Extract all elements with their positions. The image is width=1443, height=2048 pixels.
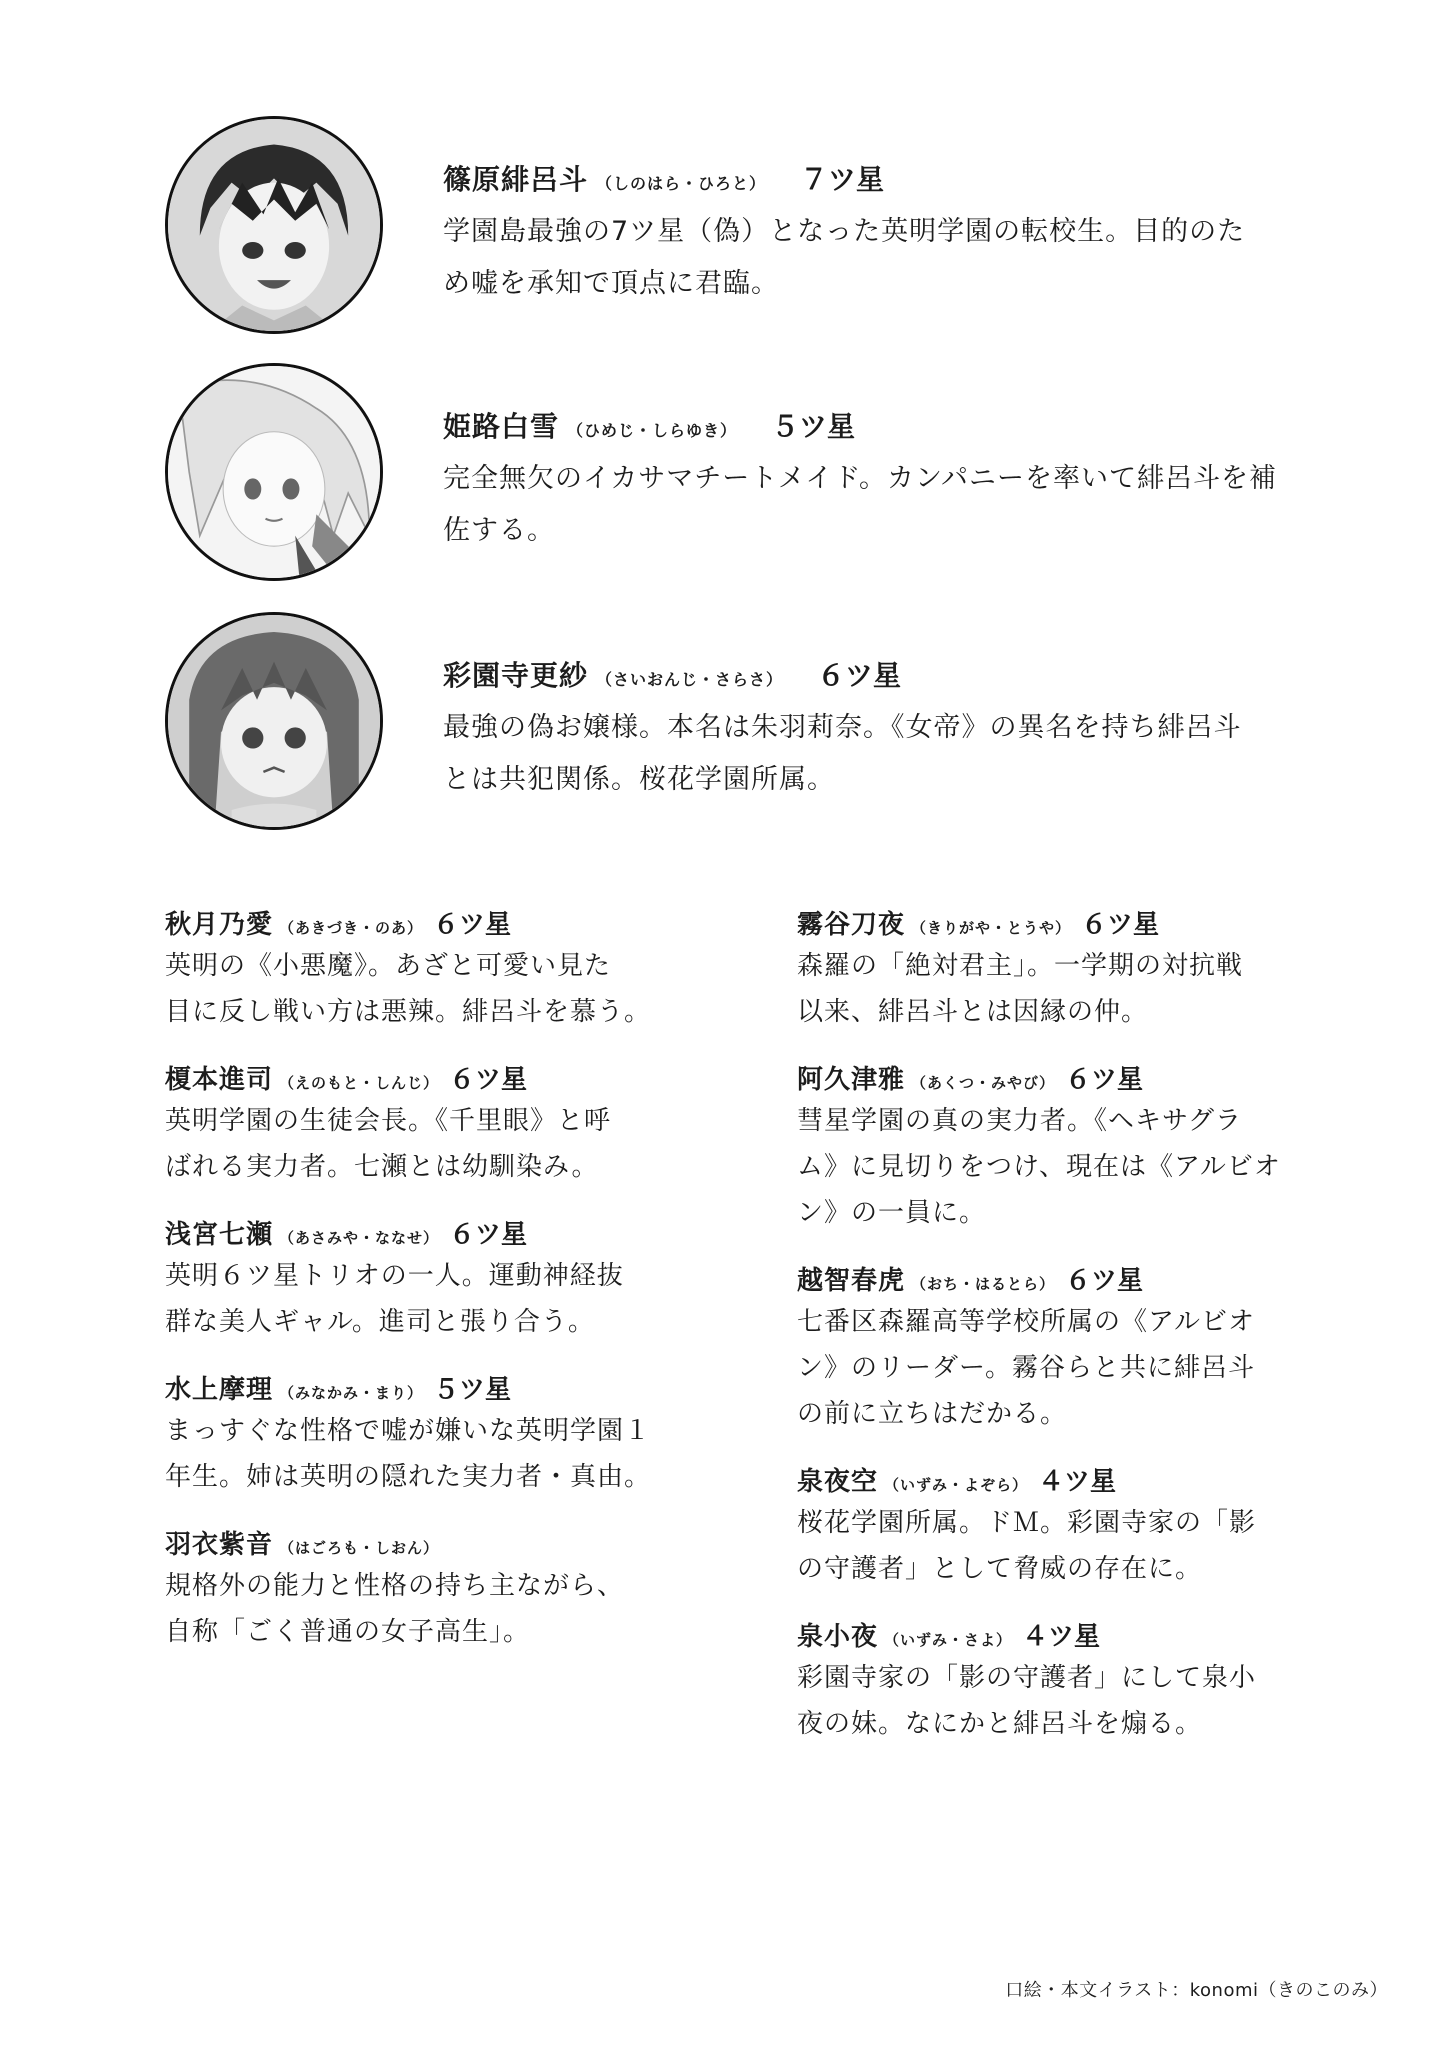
character-name: 水上摩理 <box>165 1375 274 1405</box>
character-entry-yozora <box>797 1461 1357 1592</box>
description-line: 夜の妹。なにかと緋呂斗を煽る。 <box>797 1709 1203 1739</box>
character-reading: （しのはら・ひろと） <box>596 174 767 193</box>
character-description <box>797 1500 1357 1592</box>
character-rank: ４ツ星 <box>1022 1622 1101 1652</box>
description-line: 英明６ツ星トリオの一人。運動神経抜 <box>165 1261 624 1291</box>
character-description <box>165 1253 725 1345</box>
character-description <box>797 1655 1357 1747</box>
hiroto-portrait <box>165 116 383 334</box>
character-reading: （えのもと・しんじ） <box>279 1074 440 1092</box>
character-rank: ６ツ星 <box>1065 1266 1144 1296</box>
character-description <box>443 206 1343 310</box>
main-character-hiroto <box>165 116 1345 340</box>
character-name: 越智春虎 <box>797 1266 906 1296</box>
character-rank: ６ツ星 <box>433 910 512 940</box>
description-line: め嘘を承知で頂点に君臨。 <box>443 268 779 299</box>
character-name: 浅宮七瀬 <box>165 1220 274 1250</box>
character-description <box>443 702 1343 806</box>
description-line: 森羅の「絶対君主」。一学期の対抗戦 <box>797 951 1244 981</box>
right-column <box>797 904 1357 1771</box>
description-line: 英明学園の生徒会長。《千里眼》と呼 <box>165 1106 612 1136</box>
description-line: 最強の偽お嬢様。本名は朱羽莉奈。《女帝》の異名を持ち緋呂斗 <box>443 712 1242 743</box>
character-entry-miyabi <box>797 1059 1357 1236</box>
character-rank: ５ツ星 <box>433 1375 512 1405</box>
description-line: ン》の一員に。 <box>797 1198 987 1228</box>
description-line: 佐する。 <box>443 515 555 546</box>
character-description <box>797 1299 1357 1437</box>
character-rank: ６ツ星 <box>449 1220 528 1250</box>
description-line: とは共犯関係。桜花学園所属。 <box>443 764 835 795</box>
description-line: の守護者」として脅威の存在に。 <box>797 1554 1203 1584</box>
character-reading: （きりがや・とうや） <box>911 919 1072 937</box>
character-description <box>165 943 725 1035</box>
character-rank: ４ツ星 <box>1038 1467 1117 1497</box>
character-rank: ６ツ星 <box>817 659 902 692</box>
character-name: 姫路白雪 <box>443 410 560 443</box>
description-line: 桜花学園所属。ドＭ。彩園寺家の「影 <box>797 1508 1257 1538</box>
character-name: 霧谷刀夜 <box>797 910 906 940</box>
character-rank: ６ツ星 <box>1065 1065 1144 1095</box>
character-description <box>165 1098 725 1190</box>
character-name: 羽衣紫音 <box>165 1530 274 1560</box>
description-line: ばれる実力者。七瀬とは幼馴染み。 <box>165 1152 599 1182</box>
character-reading: （あきづき・のあ） <box>279 919 424 937</box>
character-reading: （みなかみ・まり） <box>279 1384 424 1402</box>
character-entry-nanase <box>165 1214 725 1345</box>
character-entry-mari <box>165 1369 725 1500</box>
description-line: 以来、緋呂斗とは因縁の仲。 <box>797 997 1149 1027</box>
character-description <box>165 1408 725 1500</box>
character-entry-shinji <box>165 1059 725 1190</box>
left-column <box>165 904 725 1679</box>
character-name: 彩園寺更紗 <box>443 659 589 692</box>
description-line: ム》に見切りをつけ、現在は《アルビオ <box>797 1152 1281 1182</box>
character-entry-noa <box>165 904 725 1035</box>
description-line: 学園島最強の7ツ星（偽）となった英明学園の転校生。目的のた <box>443 216 1246 247</box>
character-reading: （おち・はるとら） <box>911 1275 1056 1293</box>
description-line: 規格外の能力と性格の持ち主ながら、 <box>165 1571 625 1601</box>
sarasa-portrait <box>165 612 383 830</box>
character-description <box>797 943 1357 1035</box>
description-line: 自称「ごく普通の女子高生」。 <box>165 1617 531 1647</box>
character-reading: （はごろも・しおん） <box>279 1539 440 1557</box>
description-line: 彩園寺家の「影の守護者」にして泉小 <box>797 1663 1257 1693</box>
character-description <box>797 1098 1357 1236</box>
character-reading: （さいおんじ・さらさ） <box>596 670 784 689</box>
description-line: まっすぐな性格で嘘が嫌いな英明学園１ <box>165 1416 652 1446</box>
character-entry-sayo <box>797 1616 1357 1747</box>
character-description <box>165 1563 725 1655</box>
description-line: 年生。姉は英明の隠れた実力者・真由。 <box>165 1462 652 1492</box>
shirayuki-portrait <box>165 363 383 581</box>
character-rank: ７ツ星 <box>800 163 885 196</box>
character-entry-touya <box>797 904 1357 1035</box>
character-name: 篠原緋呂斗 <box>443 163 589 196</box>
description-line: 群な美人ギャル。進司と張り合う。 <box>165 1307 595 1337</box>
description-line: 七番区森羅高等学校所属の《アルビオ <box>797 1307 1255 1337</box>
character-rank: ５ツ星 <box>771 410 856 443</box>
character-name: 泉夜空 <box>797 1467 879 1497</box>
character-description <box>443 453 1343 557</box>
character-reading: （あさみや・ななせ） <box>279 1229 440 1247</box>
description-line: 目に反し戦い方は悪辣。緋呂斗を慕う。 <box>165 997 652 1027</box>
description-line: 英明の《小悪魔》。あざと可愛い見た <box>165 951 612 981</box>
character-rank: ６ツ星 <box>1081 910 1160 940</box>
character-reading: （あくつ・みやび） <box>911 1074 1056 1092</box>
description-line: 彗星学園の真の実力者。《ヘキサグラ <box>797 1106 1242 1136</box>
description-line: ン》のリーダー。霧谷らと共に緋呂斗 <box>797 1353 1255 1383</box>
character-name: 泉小夜 <box>797 1622 879 1652</box>
main-character-sarasa <box>165 612 1345 836</box>
character-entry-harutora <box>797 1260 1357 1437</box>
character-reading: （いずみ・さよ） <box>884 1631 1013 1649</box>
character-name: 阿久津雅 <box>797 1065 906 1095</box>
main-character-shirayuki <box>165 363 1345 587</box>
character-name: 榎本進司 <box>165 1065 274 1095</box>
character-rank: ６ツ星 <box>449 1065 528 1095</box>
description-line: 完全無欠のイカサマチートメイド。カンパニーを率いて緋呂斗を補 <box>443 463 1278 494</box>
illustration-credit: 口絵・本文イラスト：konomi（きのこのみ） <box>1005 1980 1388 2001</box>
character-name: 秋月乃愛 <box>165 910 274 940</box>
character-entry-shion <box>165 1524 725 1655</box>
description-line: の前に立ちはだかる。 <box>797 1399 1068 1429</box>
character-reading: （ひめじ・しらゆき） <box>567 421 738 440</box>
character-reading: （いずみ・よぞら） <box>884 1476 1029 1494</box>
